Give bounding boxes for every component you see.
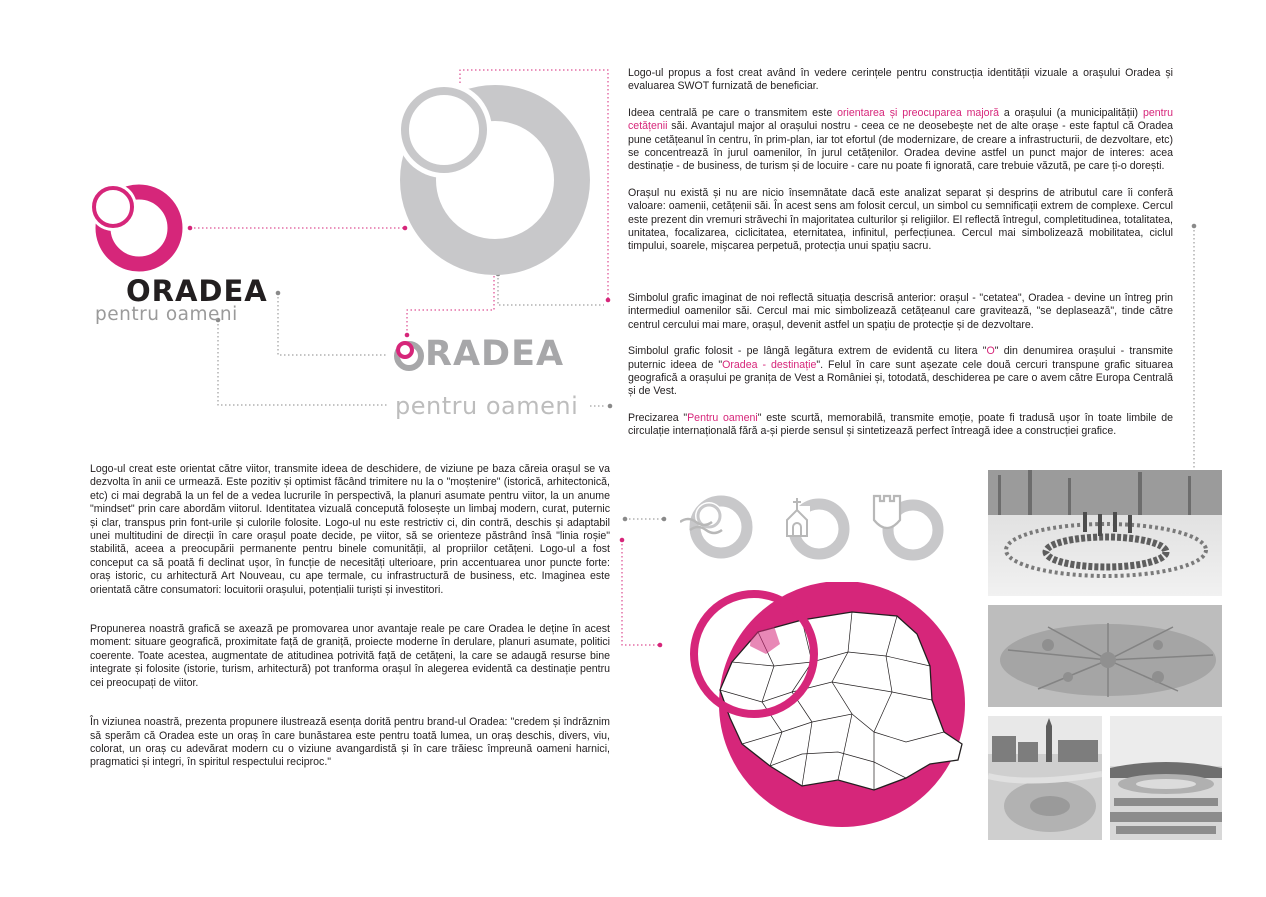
paragraph: Ideea centrală pe care o transmitem este orientarea și preocuparea majoră a orașului (a municipalității) pentru cetățenii săi. Avantajul major al orașului nostru - ceea ce ne deosebește net de alte orașe - este faptul că Oradea pune cetățeanul în centru, în prim-plan, iar tot efortul (de modernizare, de creare a infrastructurii, de dezvoltare, etc) se concentrează în jurul oamenilor, în jurul cetățenilor. Oradea devine astfel un punct major de interes: acea destinație - de business, de turism și de locuire - care nu poate fi ignorată, care trebuie văzută, pe care ți-o dorești. [628,106,1174,173]
stone-circle-sanctuary-photo [988,470,1222,596]
city-square-aerial-photo [988,716,1102,840]
paragraph: În viziunea noastră, prezenta propunere ilustrează esența dorită pentru brand-ul Oradea: "credem și îndrăznim să sperăm că Oradea este un oraș în care bunăstarea este pentru toată lumea, un oraș deschis, divers, viu, colorat, un oraș cu adevărat modern cu o viziune avangardistă și în care trăiesc împreună oameni harnici, pragmatici și integri, în spiritul respectului reciproc." [90,716,610,769]
gray-logo-wordmark: RADEA [425,334,565,374]
paragraph: Logo-ul propus a fost creat având în vedere cerințele pentru construcția identității vizuale a orașului Oradea și evaluarea SWOT furnizată de beneficiar. [628,67,1173,93]
thermal-pool-photo [1110,716,1222,840]
primary-logo-symbol [86,180,196,275]
sun-disc-stone-photo [988,605,1222,707]
description-bottom [90,463,610,770]
church-icon [776,492,856,562]
primary-logo-wordmark: ORADEA [126,274,268,308]
gray-logo-lockup [392,334,592,424]
paragraph: Precizarea "Pentru oameni" este scurtă, memorabilă, transmite emoție, poate fi tradusă ușor în toate limbile de circulație internațională fără a-și pierde sensul și sintetizează perfect întreagă idee a construcției grafice. [628,411,1174,438]
romania-map-symbol [662,582,982,832]
description-top [628,67,1173,254]
paragraph: Simbolul grafic imaginat de noi reflectă situația descrisă anterior: orașul - "cetatea", Oradea - devine un întreg prin intermediul oamenilor săi. Cercul mai mic simbolizează cetățeanul care gravitează, "se deplasează", tinde către centrul cercului mai mare, orașul, devenit astfel un spațiu de protecție și de dezvoltare. [628,292,1173,331]
primary-logo [86,180,286,330]
description-middle [628,292,1173,439]
paragraph: Orașul nu există și nu are nicio însemnătate dacă este analizat separat și desprins de atributul care îi conferă valoare: oamenii, cetățenii săi. În acest sens am folosit cercul, un simbol cu semnificații extrem de complexe. Cercul este prezent din vremuri străvechi în majoritatea culturilor și religiilor. El reflectă întregul, completitudinea, totalitatea, unitatea, focalizarea, ciclicitatea, eternitatea, infinitul, perfecțiunea. Cercul mai simbolizează mobilitatea, ciclul timpului, soarele, mișcarea perpetuă, protecția unui spațiu sacru. [628,186,1173,253]
primary-logo-tagline: pentru oameni [95,304,238,325]
paragraph: Propunerea noastră grafică se axează pe promovarea unor avantaje reale pe care Oradea le deține în acest moment: situare geografică, proximitate față de graniță, proiecte moderne în derulare, planuri asumate, politici coerente. Toate acestea, augmentate de atitudinea potrivită față de cetățeni, la care se adaugă resurse bine integrate și folosite (istorie, turism, arhitectură) pot tranforma orașul în alegerea evidentă ca destinație pentru cei preocupați de viitor. [90,623,610,689]
gray-logo-o-symbol [392,336,426,374]
castle-tower-icon [868,490,948,562]
water-waves-icon [676,492,766,562]
paragraph: Simbolul grafic folosit - pe lângă legătura extrem de evidentă cu litera "O" din denumirea orașului - transmite puternic ideea de "Oradea - destinație". Felul în care sunt așezate cele două cercuri transpune grafic situarea geografică a orașului pe granița de Vest a României și, totodată, deschiderea pe care o avem către Europa Centrală și de Vest. [628,345,1173,398]
gray-logo-tagline: pentru oameni [395,392,579,420]
gray-logo-symbol [390,80,590,280]
paragraph: Logo-ul creat este orientat către viitor, transmite ideea de deschidere, de viziune pe baza căreia orașul se va dezvolta în anii ce urmează. Este pozitiv și optimist făcând trimitere nu la o "moștenire" (istorică, arhitectonică, etc) ci mai degrabă la un fel de a vedea lucrurile în perspectivă, la planuri asumate pentru viitor, la un anume "mindset" prin care abordăm viitorul. Identitatea vizuală concepută folosește un limbaj modern, curat, puternic și clar, transpus prin font-urile și culorile folosite. Logo-ul nu este restrictiv ci, din contră, deschis și adaptabil unei multitudini de direcții în care orașul poate decide, pe viitor, să se orienteze păstrând însă "linia roșie" stabilită, aceea a preocupării permanente pentru binele comunității, al propriilor cetățeni. Logo-ul a fost conceput ca să poată fi declinat ușor, în funcție de necesități ulterioare, prin accentuarea unor puncte forte: oraș istoric, cu arhitectură Art Nouveau, cu ape termale, cu infrastructură de business, etc. Imaginea este orientată către consumatori: locuitorii orașului, potențialii turiști și investitori. [90,463,610,596]
